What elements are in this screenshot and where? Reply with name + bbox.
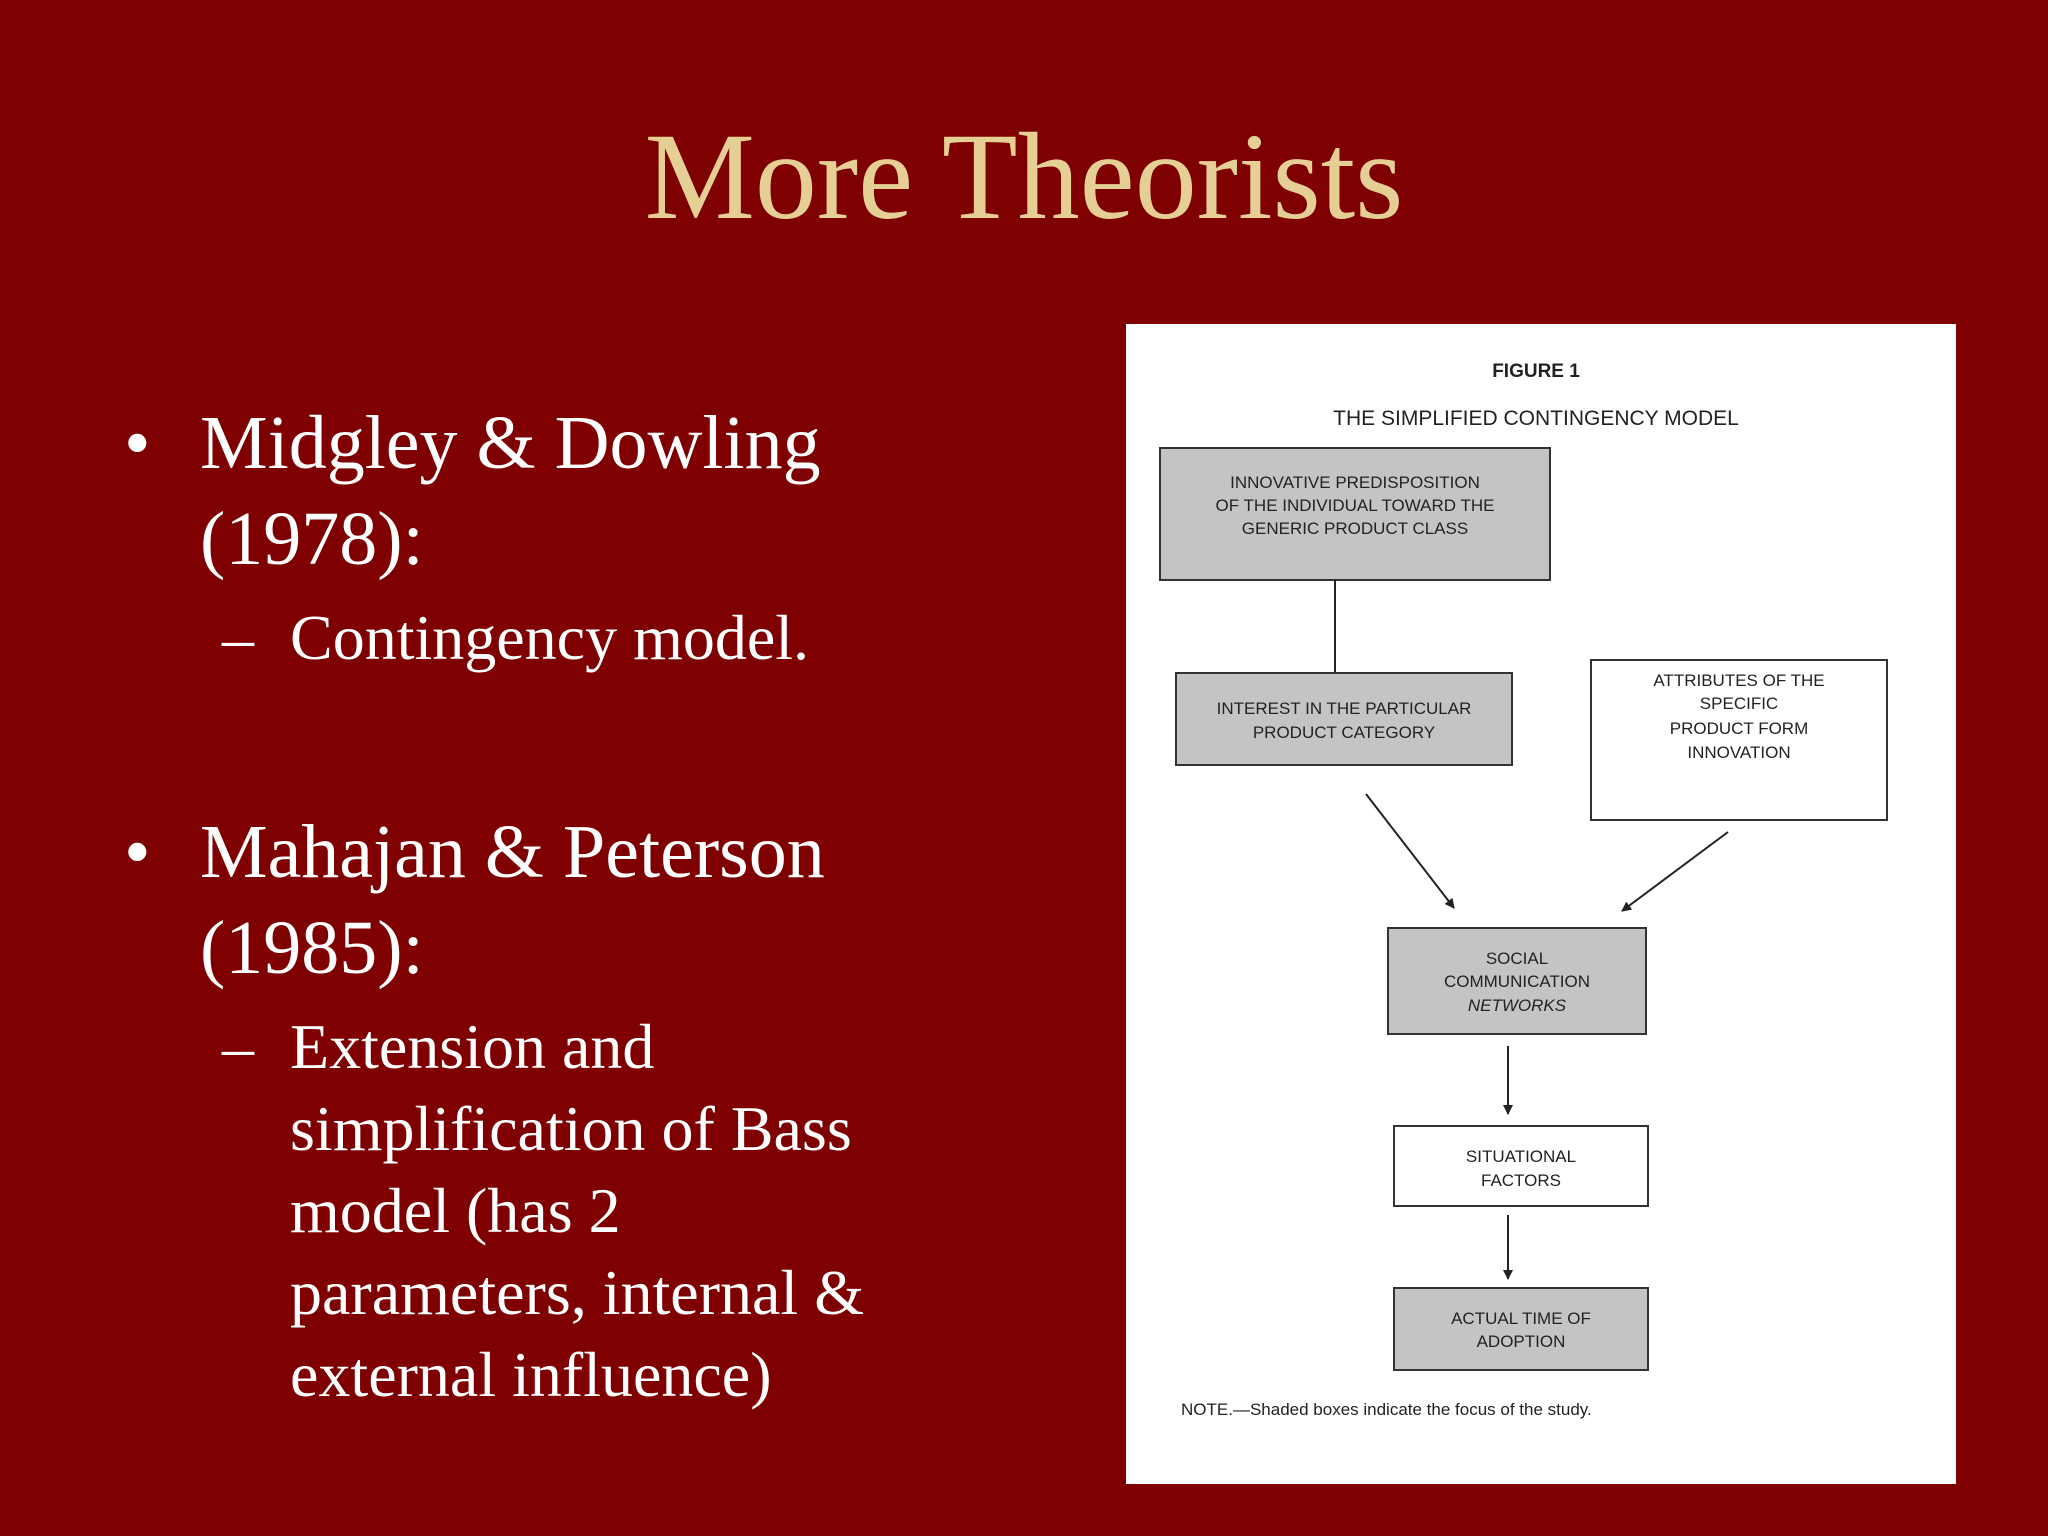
- svg-text:ACTUAL TIME OF: ACTUAL TIME OF: [1451, 1309, 1591, 1328]
- svg-text:ATTRIBUTES OF THE: ATTRIBUTES OF THE: [1653, 671, 1825, 690]
- bullet-list: [120, 395, 920, 1416]
- sub-bullet-extension: [120, 1006, 920, 1416]
- svg-text:INNOVATIVE PREDISPOSITION: INNOVATIVE PREDISPOSITION: [1230, 473, 1480, 492]
- bullet-text: Mahajan & Peterson (1985):: [200, 810, 825, 990]
- svg-text:INNOVATION: INNOVATION: [1687, 743, 1791, 762]
- svg-text:FACTORS: FACTORS: [1481, 1171, 1561, 1190]
- box-interest-product-category: [1176, 673, 1512, 765]
- slide-title: More Theorists: [644, 108, 1404, 245]
- figure-note: NOTE.—Shaded boxes indicate the focus of the study.: [1181, 1400, 1592, 1419]
- box-social-communication-networks: [1388, 928, 1646, 1034]
- bullet-mahajan-peterson: [120, 804, 920, 996]
- svg-text:OF THE INDIVIDUAL TOWARD THE: OF THE INDIVIDUAL TOWARD THE: [1215, 496, 1495, 515]
- figure-title: THE SIMPLIFIED CONTINGENCY MODEL: [1333, 407, 1739, 430]
- contingency-model-figure: [1126, 324, 1956, 1484]
- svg-text:COMMUNICATION: COMMUNICATION: [1443, 972, 1591, 991]
- sub-bullet-contingency: [120, 597, 920, 679]
- arrow-attributes-to-social: [1622, 832, 1728, 911]
- sub-bullet-text: Extension and simplification of Bass model (has 2 parameters, internal & external influence): [290, 1011, 864, 1410]
- figure-label: FIGURE 1: [1492, 361, 1580, 382]
- arrow-interest-to-social: [1366, 794, 1454, 908]
- box-situational-factors: [1394, 1126, 1648, 1206]
- box-actual-time-of-adoption: [1394, 1288, 1648, 1370]
- bullet-marker: •: [124, 810, 151, 894]
- box-innovative-predisposition: [1160, 448, 1550, 580]
- svg-text:PRODUCT FORM: PRODUCT FORM: [1669, 719, 1809, 738]
- svg-text:GENERIC PRODUCT CLASS: GENERIC PRODUCT CLASS: [1241, 519, 1469, 538]
- svg-text:SPECIFIC: SPECIFIC: [1699, 694, 1779, 713]
- svg-text:NETWORKS: NETWORKS: [1467, 996, 1567, 1015]
- diagram-canvas: [1126, 324, 1956, 1484]
- svg-text:ADOPTION: ADOPTION: [1476, 1332, 1566, 1351]
- box-attributes-innovation: [1591, 660, 1887, 820]
- dash-marker: –: [222, 1011, 254, 1082]
- svg-text:SOCIAL: SOCIAL: [1485, 949, 1549, 968]
- dash-marker: –: [222, 602, 254, 673]
- bullet-marker: •: [124, 401, 151, 485]
- bullet-midgley-dowling: [120, 395, 920, 587]
- svg-text:INTEREST IN THE PARTICULAR: INTEREST IN THE PARTICULAR: [1216, 699, 1472, 718]
- sub-bullet-text: Contingency model.: [290, 602, 810, 673]
- bullet-text: Midgley & Dowling (1978):: [200, 401, 821, 581]
- svg-text:SITUATIONAL: SITUATIONAL: [1465, 1147, 1577, 1166]
- svg-text:PRODUCT CATEGORY: PRODUCT CATEGORY: [1252, 723, 1436, 742]
